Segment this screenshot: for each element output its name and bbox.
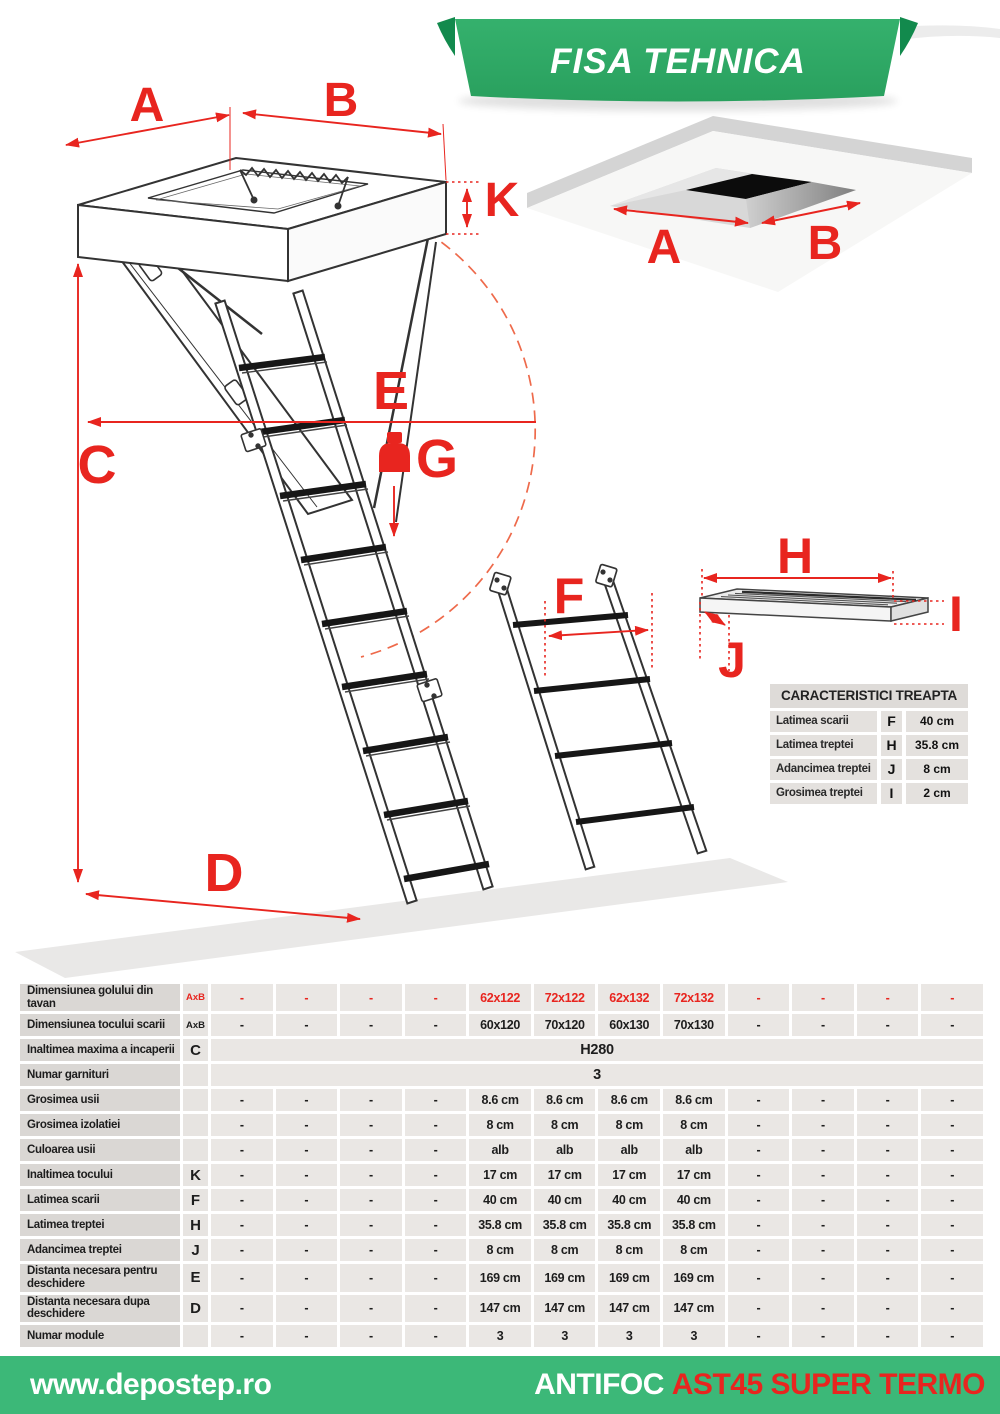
row-value: 17 cm [469, 1164, 531, 1186]
dim-label-b: B [323, 74, 359, 127]
row-label: Distanta necesara pentru deschidere [20, 1264, 180, 1291]
row-value: - [921, 1325, 983, 1347]
table-row [20, 1295, 983, 1322]
row-label: Culoarea usii [20, 1139, 180, 1161]
row-value: - [792, 1114, 854, 1136]
product-name [534, 1368, 985, 1402]
row-value: - [276, 1264, 338, 1291]
weight-icon [379, 432, 410, 472]
row-value: - [276, 1239, 338, 1261]
row-value: - [276, 1014, 338, 1036]
row-value: 70x130 [663, 1014, 725, 1036]
row-value: 70x120 [534, 1014, 596, 1036]
row-value: - [211, 984, 273, 1011]
spec-table-body [20, 984, 983, 1347]
row-value: - [405, 1264, 467, 1291]
row-value: - [857, 1164, 919, 1186]
row-value: - [405, 1014, 467, 1036]
row-value: 147 cm [598, 1295, 660, 1322]
row-value: 62x122 [469, 984, 531, 1011]
row-merged-value: H280 [211, 1039, 983, 1061]
row-value: - [340, 1014, 402, 1036]
row-value: 8 cm [598, 1114, 660, 1136]
row-value: - [340, 1325, 402, 1347]
table-row [20, 1239, 983, 1261]
row-value: - [921, 1089, 983, 1111]
dim-label-f: F [553, 568, 585, 624]
row-value: - [728, 984, 790, 1011]
row-value: - [340, 1264, 402, 1291]
row-value: - [792, 1239, 854, 1261]
row-value: 17 cm [534, 1164, 596, 1186]
tread-row-label: Adancimea treptei [770, 759, 877, 780]
ceiling-label-a: A [646, 221, 682, 274]
row-value: - [792, 1089, 854, 1111]
row-value: 3 [663, 1325, 725, 1347]
row-value: - [728, 1089, 790, 1111]
product-name-model: AST45 SUPER TERMO [671, 1368, 985, 1401]
table-row [20, 1014, 983, 1036]
row-value: - [857, 1139, 919, 1161]
row-letter [183, 1139, 208, 1161]
row-value: - [792, 1295, 854, 1322]
title-banner [0, 0, 1000, 140]
row-letter: AxB [183, 1014, 208, 1036]
row-value: alb [534, 1139, 596, 1161]
footer-bar [0, 1356, 1000, 1414]
row-value: - [857, 1325, 919, 1347]
row-value: - [405, 984, 467, 1011]
row-value: - [340, 1089, 402, 1111]
row-value: - [857, 1114, 919, 1136]
tread-table-row [770, 711, 968, 732]
row-value: - [792, 1164, 854, 1186]
row-value: - [857, 1239, 919, 1261]
row-value: 40 cm [534, 1189, 596, 1211]
row-label: Latimea scarii [20, 1189, 180, 1211]
row-letter: J [183, 1239, 208, 1261]
row-value: 62x132 [598, 984, 660, 1011]
ceiling-label-b: B [807, 217, 843, 270]
tread-row-label: Latimea treptei [770, 735, 877, 756]
row-value: - [792, 984, 854, 1011]
row-value: - [340, 1164, 402, 1186]
row-value: - [857, 1089, 919, 1111]
row-value: - [728, 1239, 790, 1261]
row-value: 8 cm [534, 1114, 596, 1136]
row-value: 40 cm [598, 1189, 660, 1211]
row-value: - [405, 1189, 467, 1211]
row-value: 40 cm [469, 1189, 531, 1211]
row-value: 169 cm [469, 1264, 531, 1291]
row-value: 35.8 cm [598, 1214, 660, 1236]
row-value: - [276, 1295, 338, 1322]
row-value: 147 cm [663, 1295, 725, 1322]
row-value: - [728, 1164, 790, 1186]
row-value: 8 cm [663, 1239, 725, 1261]
table-row [20, 1139, 983, 1161]
tread-table-title: CARACTERISTICI TREAPTA [770, 684, 968, 708]
row-value: - [276, 1164, 338, 1186]
row-value: - [857, 984, 919, 1011]
row-value: - [857, 1189, 919, 1211]
row-value: - [921, 1189, 983, 1211]
banner-title: FISA TEHNICA [550, 42, 806, 81]
row-value: 169 cm [534, 1264, 596, 1291]
dim-label-i: I [949, 586, 963, 642]
row-label: Inaltimea maxima a incaperii [20, 1039, 180, 1061]
row-value: - [921, 984, 983, 1011]
tread-characteristics-table [770, 684, 968, 807]
row-value: 3 [534, 1325, 596, 1347]
row-value: - [211, 1295, 273, 1322]
table-row [20, 1264, 983, 1291]
row-value: - [276, 1139, 338, 1161]
row-value: 17 cm [598, 1164, 660, 1186]
row-value: - [405, 1089, 467, 1111]
tread-row-value: 8 cm [906, 759, 968, 780]
row-label: Inaltimea tocului [20, 1164, 180, 1186]
dim-label-h: H [776, 528, 814, 584]
row-letter [183, 1064, 208, 1086]
tread-row-label: Grosimea treptei [770, 783, 877, 804]
table-row [20, 984, 983, 1011]
row-label: Grosimea izolatiei [20, 1114, 180, 1136]
row-value: 72x122 [534, 984, 596, 1011]
row-value: 8 cm [598, 1239, 660, 1261]
row-value: - [340, 1114, 402, 1136]
row-value: - [728, 1014, 790, 1036]
row-value: 35.8 cm [534, 1214, 596, 1236]
website-link[interactable]: www.depostep.ro [30, 1368, 272, 1401]
row-value: - [405, 1139, 467, 1161]
dim-label-g: G [415, 429, 459, 489]
attic-box-drawing [78, 158, 446, 281]
spec-table [17, 981, 986, 1350]
row-letter: E [183, 1264, 208, 1291]
row-value: - [405, 1295, 467, 1322]
table-row [20, 1039, 983, 1061]
table-row [20, 1164, 983, 1186]
ladder-module-drawing [489, 564, 706, 869]
tread-row-value: 35.8 cm [906, 735, 968, 756]
tread-row-letter: J [881, 759, 902, 780]
tread-row-value: 40 cm [906, 711, 968, 732]
table-row [20, 1189, 983, 1211]
row-letter: F [183, 1189, 208, 1211]
row-value: - [276, 1325, 338, 1347]
row-value: - [921, 1014, 983, 1036]
row-value: - [921, 1114, 983, 1136]
row-label: Dimensiunea tocului scarii [20, 1014, 180, 1036]
row-value: 60x130 [598, 1014, 660, 1036]
table-row [20, 1089, 983, 1111]
row-value: 60x120 [469, 1014, 531, 1036]
row-value: - [276, 1214, 338, 1236]
row-value: - [857, 1214, 919, 1236]
row-value: 147 cm [469, 1295, 531, 1322]
row-value: - [728, 1214, 790, 1236]
row-value: - [792, 1139, 854, 1161]
row-value: 72x132 [663, 984, 725, 1011]
row-value: - [211, 1239, 273, 1261]
row-value: - [340, 1214, 402, 1236]
table-row [20, 1064, 983, 1086]
row-value: - [921, 1164, 983, 1186]
row-value: - [728, 1114, 790, 1136]
row-value: 169 cm [663, 1264, 725, 1291]
tread-row-value: 2 cm [906, 783, 968, 804]
dim-label-c: C [77, 435, 117, 495]
row-value: - [211, 1164, 273, 1186]
tread-row-letter: F [881, 711, 902, 732]
row-value: 169 cm [598, 1264, 660, 1291]
row-value: 3 [598, 1325, 660, 1347]
row-value: - [211, 1325, 273, 1347]
row-value: - [340, 1139, 402, 1161]
row-value: - [728, 1264, 790, 1291]
row-label: Adancimea treptei [20, 1239, 180, 1261]
row-value: 8.6 cm [469, 1089, 531, 1111]
row-value: - [211, 1114, 273, 1136]
row-letter: H [183, 1214, 208, 1236]
row-value: - [340, 1189, 402, 1211]
row-value: - [276, 984, 338, 1011]
tread-row-letter: H [881, 735, 902, 756]
row-value: - [211, 1139, 273, 1161]
row-value: - [276, 1189, 338, 1211]
row-value: 147 cm [534, 1295, 596, 1322]
row-value: 8 cm [534, 1239, 596, 1261]
row-merged-value: 3 [211, 1064, 983, 1086]
row-value: 35.8 cm [469, 1214, 531, 1236]
tread-table-row [770, 783, 968, 804]
row-value: 35.8 cm [663, 1214, 725, 1236]
row-value: 8 cm [469, 1114, 531, 1136]
row-value: - [211, 1089, 273, 1111]
row-value: - [921, 1214, 983, 1236]
row-value: - [340, 1239, 402, 1261]
row-value: 3 [469, 1325, 531, 1347]
folding-ladder-drawing [96, 214, 493, 904]
row-label: Numar garnituri [20, 1064, 180, 1086]
tread-table-row [770, 735, 968, 756]
row-label: Latimea treptei [20, 1214, 180, 1236]
row-value: - [857, 1014, 919, 1036]
row-value: - [857, 1264, 919, 1291]
row-value: - [276, 1089, 338, 1111]
row-value: - [792, 1189, 854, 1211]
row-label: Numar module [20, 1325, 180, 1347]
row-value: - [276, 1114, 338, 1136]
row-value: - [857, 1295, 919, 1322]
row-value: 8.6 cm [534, 1089, 596, 1111]
table-row [20, 1114, 983, 1136]
tread-row-letter: I [881, 783, 902, 804]
row-value: - [211, 1214, 273, 1236]
row-value: 8 cm [469, 1239, 531, 1261]
row-value: - [728, 1295, 790, 1322]
tread-row-label: Latimea scarii [770, 711, 877, 732]
row-value: - [340, 984, 402, 1011]
row-value: - [728, 1189, 790, 1211]
row-value: alb [663, 1139, 725, 1161]
row-value: - [211, 1189, 273, 1211]
row-letter [183, 1089, 208, 1111]
row-value: alb [598, 1139, 660, 1161]
row-value: - [921, 1139, 983, 1161]
dim-label-e: E [372, 361, 410, 421]
tread-table-row [770, 759, 968, 780]
row-value: - [405, 1114, 467, 1136]
dim-label-a: A [129, 79, 165, 132]
product-name-prefix: ANTIFOC [534, 1368, 664, 1401]
row-value: - [728, 1139, 790, 1161]
row-value: alb [469, 1139, 531, 1161]
ceiling-opening-drawing [527, 116, 972, 292]
row-value: - [405, 1164, 467, 1186]
table-row [20, 1214, 983, 1236]
banner-fold-left [437, 17, 455, 56]
row-value: 40 cm [663, 1189, 725, 1211]
dim-label-j: J [718, 632, 746, 688]
row-value: 8 cm [663, 1114, 725, 1136]
row-letter: C [183, 1039, 208, 1061]
row-value: - [728, 1325, 790, 1347]
row-value: 17 cm [663, 1164, 725, 1186]
tread-drawing [700, 589, 928, 621]
row-value: - [792, 1264, 854, 1291]
row-letter [183, 1325, 208, 1347]
row-value: - [792, 1325, 854, 1347]
row-value: - [340, 1295, 402, 1322]
row-value: - [792, 1214, 854, 1236]
row-value: - [921, 1295, 983, 1322]
row-letter: AxB [183, 984, 208, 1011]
row-value: - [792, 1014, 854, 1036]
row-value: 8.6 cm [598, 1089, 660, 1111]
row-letter [183, 1114, 208, 1136]
row-value: - [405, 1214, 467, 1236]
row-value: 8.6 cm [663, 1089, 725, 1111]
row-label: Distanta necesara dupa deschidere [20, 1295, 180, 1322]
row-letter: D [183, 1295, 208, 1322]
row-value: - [405, 1239, 467, 1261]
row-value: - [211, 1014, 273, 1036]
row-label: Grosimea usii [20, 1089, 180, 1111]
row-value: - [211, 1264, 273, 1291]
row-letter: K [183, 1164, 208, 1186]
dim-label-k: K [484, 174, 520, 227]
row-label: Dimensiunea golului din tavan [20, 984, 180, 1011]
row-value: - [921, 1239, 983, 1261]
dim-label-d: D [204, 843, 244, 903]
row-value: - [921, 1264, 983, 1291]
table-row [20, 1325, 983, 1347]
row-value: - [405, 1325, 467, 1347]
